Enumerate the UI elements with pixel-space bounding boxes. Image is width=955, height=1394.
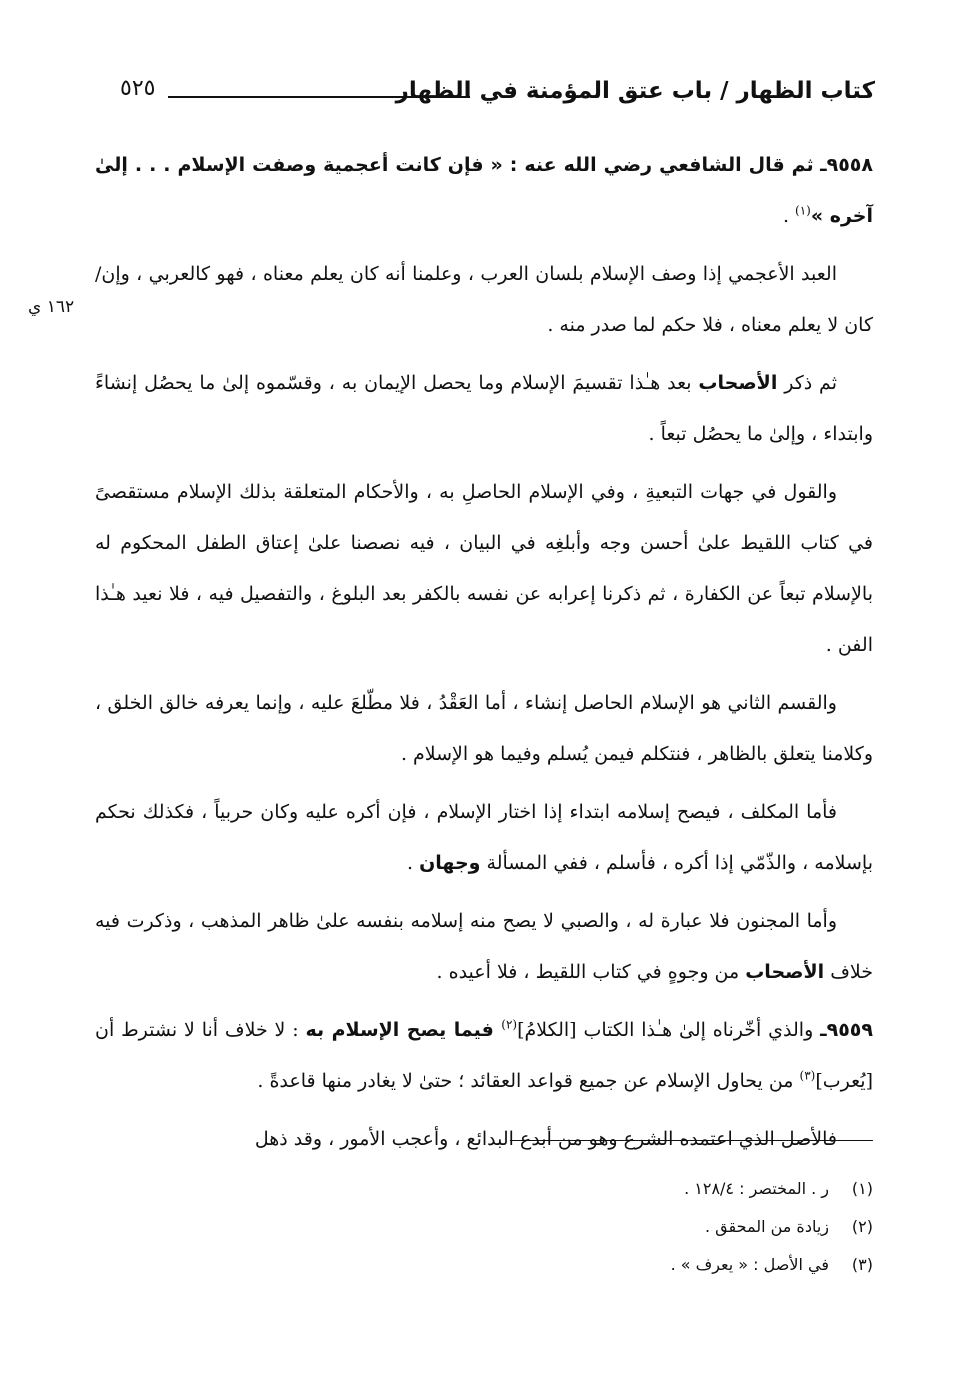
footnote-3 [373, 1246, 873, 1284]
issue-number: ٩٥٥٨ـ [820, 154, 873, 176]
footnote-ref-3[interactable]: (٣) [799, 1068, 816, 1083]
paragraph-text: العبد الأعجمي إذا وصف الإسلام بلسان العرب ، وعلمنا أنه كان يعلم معناه ، فهو كالعربي ، وإن/ كان لا يعلم معناه ، فلا حكم لما صدر منه . [95, 263, 873, 336]
bold-term: فيما يصح الإسلام به [305, 1019, 502, 1041]
footnotes [373, 1170, 873, 1284]
page-number: ٥٢٥ [120, 76, 156, 101]
footnote-text: في الأصل : « يعرف » . [670, 1255, 829, 1274]
footnote-2 [373, 1208, 873, 1246]
footnote-ref-2[interactable]: (٢) [501, 1017, 518, 1032]
text-run: : لا خلاف أنا لا نشترط أن [يُعرب] [95, 1019, 873, 1092]
paragraph-9558 [95, 140, 873, 242]
paragraph-text: فالأصل الذي اعتمده الشرع وهو من أبدع البدائع ، وأعجب الأمور ، وقد ذهل [254, 1128, 837, 1150]
footnote-text: زيادة من المحقق . [705, 1217, 829, 1236]
text-run: وأما المجنون فلا عبارة له ، والصبي لا يصح منه إسلامه بنفسه علىٰ ظاهر المذهب ، وذكرت فيه خلاف [95, 910, 873, 983]
footnote-number: (٢) [851, 1217, 873, 1236]
footnote-separator [510, 1140, 873, 1141]
text-run: بعد هـٰذا تقسيمَ الإسلام وما يحصل الإيمان به ، وقسّموه إلىٰ ما يحصُل إنشاءً وابتداء ، وإلىٰ ما يحصُل تبعاً . [95, 372, 873, 445]
text-run: . [406, 852, 420, 874]
bold-term: الأصحاب [745, 961, 825, 983]
paragraph-text [95, 896, 873, 998]
text-run: والذي أخّرناه إلىٰ هـٰذا الكتاب [الكلامُ] [517, 1019, 821, 1041]
paragraph-text: والقسم الثاني هو الإسلام الحاصل إنشاء ، أما العَقْدُ ، فلا مطّلعَ عليه ، وإنما يعرفه خالق الخلق ، وكلامنا يتعلق بالظاهر ، فنتكلم فيمن يُسلم وفيما هو الإسلام . [95, 692, 873, 765]
running-title: كتاب الظهار / باب عتق المؤمنة في الظهار [395, 78, 875, 104]
page-header [90, 70, 875, 118]
margin-manuscript-ref: ١٦٢ ي [28, 297, 75, 317]
footnote-1 [373, 1170, 873, 1208]
footnote-ref-1[interactable]: (١) [795, 203, 811, 218]
quoted-text: ثم قال الشافعي رضي الله عنه : « فإن كانت أعجمية وصفت الإسلام . . . إلىٰ آخره » [95, 154, 873, 227]
bold-term: الأصحاب [698, 372, 778, 394]
text-run: من وجوهٍ في كتاب اللقيط ، فلا أعيده . [436, 961, 746, 983]
paragraph-text: والقول في جهات التبعيةِ ، وفي الإسلام الحاصلِ به ، والأحكام المتعلقة بذلك الإسلام مستقصىً في كتاب اللقيط علىٰ أحسن وجه وأبلغِه في البيان ، فيه نصصنا علىٰ إعتاق الطفل المحكوم له بالإسلام تبعاً عن الكفارة ، ثم ذكرنا إعرابه عن نفسه بالكفر بعد البلوغ ، والتفصيل فيه ، فلا نعيد هـٰذا الفن . [95, 481, 873, 656]
text-run: من يحاول الإسلام عن جميع قواعد العقائد ؛ حتىٰ لا يغادر منها قاعدةً . [257, 1070, 800, 1092]
body-text [95, 140, 873, 1172]
issue-number: ٩٥٥٩ـ [820, 1019, 873, 1041]
header-rule [168, 96, 470, 98]
paragraph-9559 [95, 1005, 873, 1107]
paragraph-text [95, 358, 873, 460]
footnote-number: (١) [851, 1179, 873, 1198]
text-run: ثم ذكر [777, 372, 837, 394]
paragraph-end: . [782, 205, 796, 227]
footnote-number: (٣) [851, 1255, 873, 1274]
paragraph-text [95, 787, 873, 889]
bold-term: وجهان [419, 852, 481, 874]
text-run: فأما المكلف ، فيصح إسلامه ابتداء إذا اختار الإسلام ، فإن أكره عليه وكان حربياً ، فكذلك نحكم بإسلامه ، والذّمّي إذا أكره ، فأسلم ، ففي المسألة [95, 801, 873, 874]
footnote-text: ر . المختصر : ١٢٨/٤ . [684, 1179, 829, 1198]
